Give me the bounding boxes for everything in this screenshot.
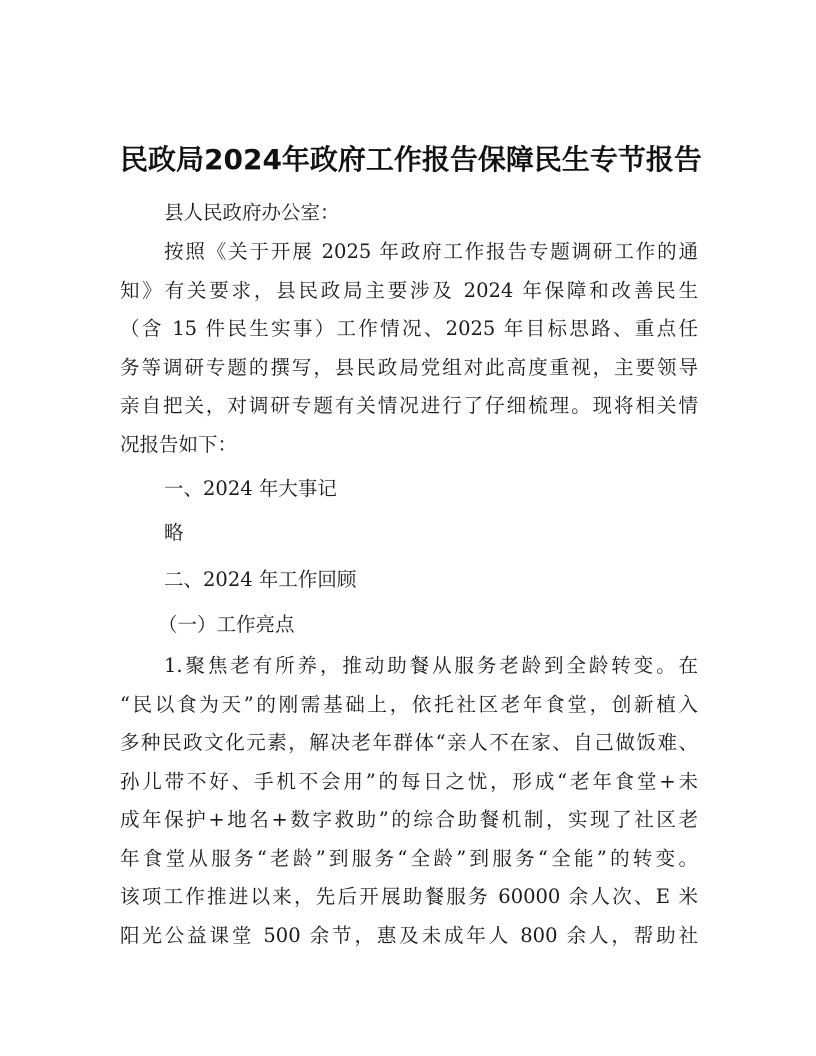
subsection1-heading: （一）工作亮点 <box>158 613 295 636</box>
text-line: 1.聚焦老有所养，推动助餐从服务老龄到全龄转变。在 <box>164 654 698 677</box>
salutation: 县人民政府办公室： <box>164 201 340 224</box>
text-line: （含 15 件民生实事）工作情况、2025 年目标思路、重点任 <box>120 317 698 340</box>
text-line: 成年保护+地名+数字救助”的综合助餐机制，实现了社区老 <box>120 808 698 831</box>
section2-heading: 二、2024 年工作回顾 <box>164 568 357 591</box>
intro-paragraph <box>120 233 698 464</box>
text-line: 况报告如下： <box>120 432 238 456</box>
text-line: 按照《关于开展 2025 年政府工作报告专题调研工作的通 <box>164 240 698 263</box>
section1-heading: 一、2024 年大事记 <box>164 477 337 500</box>
text-line: 孙儿带不好、手机不会用”的每日之忧，形成“老年食堂+未 <box>120 769 698 793</box>
text-line: 亲自把关，对调研专题有关情况进行了仔细梳理。现将相关情 <box>120 394 698 417</box>
text-line: 年食堂从服务“老龄”到服务“全龄”到服务“全能”的转变。 <box>120 846 698 870</box>
text-line: “民以食为天”的刚需基础上，依托社区老年食堂，创新植入 <box>120 692 698 716</box>
text-line: 阳光公益课堂 500 余节，惠及未成年人 800 余人，帮助社 <box>120 923 698 947</box>
text-line: 务等调研专题的撰写，县民政局党组对此高度重视，主要领导 <box>120 355 698 379</box>
document-title: 民政局2024年政府工作报告保障民生专节报告 <box>120 143 702 176</box>
text-line: 知》有关要求，县民政局主要涉及 2024 年保障和改善民生 <box>120 278 698 302</box>
text-line: 多种民政文化元素，解决老年群体“亲人不在家、自己做饭难、 <box>120 731 698 754</box>
text-line: 该项工作推进以来，先后开展助餐服务 60000 余人次、E 米 <box>120 885 698 908</box>
item1-paragraph <box>120 647 698 955</box>
section1-body: 略 <box>164 521 184 544</box>
